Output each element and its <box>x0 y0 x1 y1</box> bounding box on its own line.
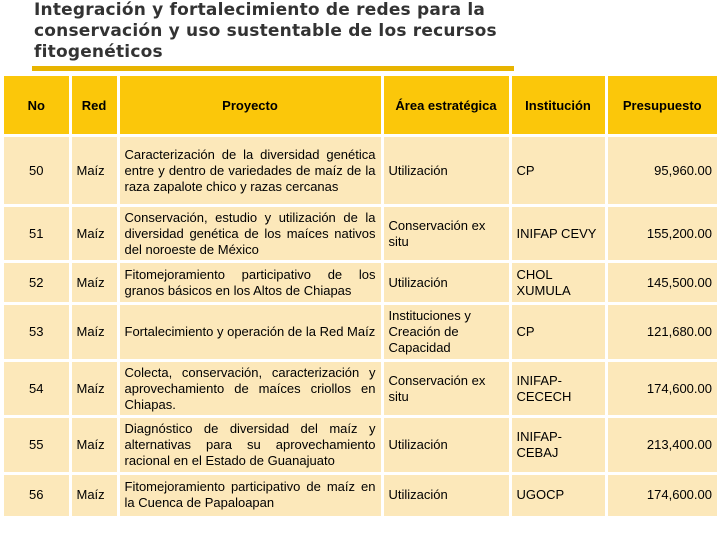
cell-institucion: CP <box>510 136 606 206</box>
cell-area: Conservación ex situ <box>382 361 510 417</box>
header-institucion: Institución <box>510 76 606 136</box>
projects-table <box>4 76 717 516</box>
cell-institucion: CHOL XUMULA <box>510 262 606 304</box>
cell-red: Maíz <box>70 304 118 361</box>
cell-area: Instituciones y Creación de Capacidad <box>382 304 510 361</box>
cell-area: Utilización <box>382 262 510 304</box>
header-red: Red <box>70 76 118 136</box>
table-row <box>4 417 717 474</box>
table-row <box>4 136 717 206</box>
cell-presupuesto: 145,500.00 <box>606 262 717 304</box>
header-proyecto: Proyecto <box>118 76 382 136</box>
cell-institucion: UGOCP <box>510 474 606 516</box>
cell-proyecto: Fortalecimiento y operación de la Red Maíz <box>118 304 382 361</box>
header-area: Área estratégica <box>382 76 510 136</box>
cell-proyecto: Diagnóstico de diversidad del maíz y alternativas para su aprovechamiento racional en el Estado de Guanajuato <box>118 417 382 474</box>
cell-no: 55 <box>4 417 70 474</box>
cell-no: 53 <box>4 304 70 361</box>
cell-institucion: CP <box>510 304 606 361</box>
cell-red: Maíz <box>70 206 118 262</box>
cell-red: Maíz <box>70 474 118 516</box>
cell-proyecto: Fitomejoramiento participativo de maíz en la Cuenca de Papaloapan <box>118 474 382 516</box>
cell-no: 52 <box>4 262 70 304</box>
cell-presupuesto: 174,600.00 <box>606 361 717 417</box>
cell-red: Maíz <box>70 262 118 304</box>
table-row <box>4 474 717 516</box>
cell-area: Utilización <box>382 474 510 516</box>
header-presupuesto: Presupuesto <box>606 76 717 136</box>
cell-red: Maíz <box>70 361 118 417</box>
cell-institucion: INIFAP-CECECH <box>510 361 606 417</box>
cell-no: 50 <box>4 136 70 206</box>
cell-no: 54 <box>4 361 70 417</box>
table-row <box>4 361 717 417</box>
table-row <box>4 206 717 262</box>
table-header-row <box>4 76 717 136</box>
cell-institucion: INIFAP-CEBAJ <box>510 417 606 474</box>
cell-red: Maíz <box>70 417 118 474</box>
page-title: Integración y fortalecimiento de redes para la conservación y uso sustentable de los recursos fitogenéticos <box>34 0 497 62</box>
cell-institucion: INIFAP CEVY <box>510 206 606 262</box>
cell-proyecto: Conservación, estudio y utilización de la diversidad genética de los maíces nativos del noroeste de México <box>118 206 382 262</box>
cell-presupuesto: 174,600.00 <box>606 474 717 516</box>
cell-area: Utilización <box>382 417 510 474</box>
cell-presupuesto: 95,960.00 <box>606 136 717 206</box>
cell-no: 51 <box>4 206 70 262</box>
cell-presupuesto: 155,200.00 <box>606 206 717 262</box>
title-underline <box>32 66 514 71</box>
cell-red: Maíz <box>70 136 118 206</box>
cell-presupuesto: 213,400.00 <box>606 417 717 474</box>
cell-presupuesto: 121,680.00 <box>606 304 717 361</box>
cell-proyecto: Colecta, conservación, caracterización y aprovechamiento de maíces criollos en Chiapas. <box>118 361 382 417</box>
table-row <box>4 262 717 304</box>
cell-proyecto: Fitomejoramiento participativo de los granos básicos en los Altos de Chiapas <box>118 262 382 304</box>
cell-area: Utilización <box>382 136 510 206</box>
header-no: No <box>4 76 70 136</box>
cell-no: 56 <box>4 474 70 516</box>
cell-proyecto: Caracterización de la diversidad genética entre y dentro de variedades de maíz de la raza zapalote chico y razas cercanas <box>118 136 382 206</box>
cell-area: Conservación ex situ <box>382 206 510 262</box>
table-row <box>4 304 717 361</box>
